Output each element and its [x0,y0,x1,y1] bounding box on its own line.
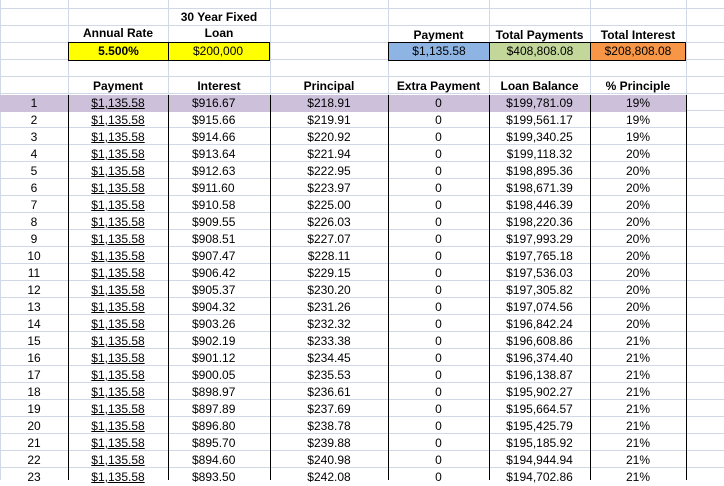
col-header-extra-payment: Extra Payment [396,79,481,93]
payment-cell[interactable]: $1,135.58 [91,334,145,348]
col-header-percent-principle: % Principle [605,79,671,93]
row-number[interactable]: 12 [27,283,41,297]
payment-cell[interactable]: $1,135.58 [91,317,145,331]
gridline-horizontal [0,8,724,9]
interest-cell[interactable]: $893.50 [192,470,236,484]
loan-balance-cell[interactable]: $195,185.92 [506,436,573,450]
loan-balance-cell[interactable]: $196,842.24 [506,317,573,331]
principal-cell[interactable]: $234.45 [307,351,351,365]
payment-cell[interactable]: $1,135.58 [91,249,145,263]
principal-cell[interactable]: $239.88 [307,436,351,450]
interest-cell[interactable]: $910.58 [192,198,236,212]
total-payments-value[interactable]: $408,808.08 [489,42,591,61]
loan-label-line1: 30 Year Fixed [180,10,258,24]
payment-cell[interactable]: $1,135.58 [91,198,145,212]
row-number[interactable]: 10 [27,249,41,263]
table-column-border [270,95,271,480]
interest-cell[interactable]: $907.47 [192,249,236,263]
principal-cell[interactable]: $238.78 [307,419,351,433]
principal-cell[interactable]: $219.91 [307,113,351,127]
row-number[interactable]: 18 [27,385,41,399]
payment-cell[interactable]: $1,135.58 [91,470,145,484]
principal-cell[interactable]: $226.03 [307,215,351,229]
percent-principle-cell[interactable]: 19% [625,113,651,127]
extra-payment-cell[interactable]: 0 [435,130,442,144]
payment-cell[interactable]: $1,135.58 [91,215,145,229]
loan-balance-cell[interactable]: $197,536.03 [506,266,573,280]
percent-principle-cell[interactable]: 20% [625,283,651,297]
extra-payment-cell[interactable]: 0 [435,317,442,331]
percent-principle-cell[interactable]: 20% [625,249,651,263]
row-number[interactable]: 2 [30,113,38,127]
percent-principle-cell[interactable]: 20% [625,198,651,212]
extra-payment-cell[interactable]: 0 [435,351,442,365]
loan-balance-cell[interactable]: $195,425.79 [506,419,573,433]
extra-payment-cell[interactable]: 0 [435,232,442,246]
row-number[interactable]: 9 [30,232,38,246]
payment-cell[interactable]: $1,135.58 [91,385,145,399]
percent-principle-cell[interactable]: 21% [625,470,651,484]
principal-cell[interactable]: $228.11 [307,249,351,263]
loan-balance-cell[interactable]: $197,305.82 [506,283,573,297]
extra-payment-cell[interactable]: 0 [435,283,442,297]
extra-payment-cell[interactable]: 0 [435,96,442,110]
loan-balance-cell[interactable]: $196,138.87 [506,368,573,382]
col-header-interest: Interest [197,79,241,93]
principal-cell[interactable]: $229.15 [307,266,351,280]
row-number[interactable]: 16 [27,351,41,365]
interest-cell[interactable]: $895.70 [192,436,236,450]
loan-amount-value[interactable]: $200,000 [168,42,270,61]
row-number[interactable]: 5 [30,164,38,178]
row-number[interactable]: 7 [30,198,38,212]
principal-cell[interactable]: $235.53 [307,368,351,382]
extra-payment-cell[interactable]: 0 [435,470,442,484]
col-header-loan-balance: Loan Balance [500,79,579,93]
principal-cell[interactable]: $222.95 [307,164,351,178]
loan-balance-cell[interactable]: $194,944.94 [506,453,573,467]
principal-cell[interactable]: $233.38 [307,334,351,348]
interest-cell[interactable]: $897.89 [192,402,236,416]
row-number[interactable]: 20 [27,419,41,433]
percent-principle-cell[interactable]: 20% [625,164,651,178]
principal-cell[interactable]: $220.92 [307,130,351,144]
loan-balance-cell[interactable]: $199,561.17 [506,113,573,127]
row-number[interactable]: 3 [30,130,38,144]
annual-rate-value[interactable]: 5.500% [68,42,169,61]
row-number[interactable]: 6 [30,181,38,195]
extra-payment-cell[interactable]: 0 [435,368,442,382]
interest-cell[interactable]: $908.51 [192,232,236,246]
payment-cell[interactable]: $1,135.58 [91,130,145,144]
loan-balance-cell[interactable]: $194,702.86 [506,470,573,484]
interest-cell[interactable]: $901.12 [192,351,236,365]
interest-cell[interactable]: $912.63 [192,164,236,178]
payment-cell[interactable]: $1,135.58 [91,266,145,280]
principal-cell[interactable]: $240.98 [307,453,351,467]
loan-label-line2: Loan [204,26,234,40]
payment-cell[interactable]: $1,135.58 [91,232,145,246]
percent-principle-cell[interactable]: 19% [625,96,651,110]
extra-payment-cell[interactable]: 0 [435,147,442,161]
table-column-border [686,95,687,480]
percent-principle-cell[interactable]: 20% [625,147,651,161]
principal-cell[interactable]: $227.07 [307,232,351,246]
row-number[interactable]: 11 [27,266,41,280]
interest-cell[interactable]: $916.67 [192,96,236,110]
principal-cell[interactable]: $236.61 [307,385,351,399]
interest-cell[interactable]: $902.19 [192,334,236,348]
percent-principle-cell[interactable]: 20% [625,317,651,331]
interest-cell[interactable]: $911.60 [192,181,235,195]
payment-cell[interactable]: $1,135.58 [91,300,145,314]
payment-summary-label: Payment [413,28,464,42]
extra-payment-cell[interactable]: 0 [435,266,442,280]
row-number[interactable]: 1 [30,96,38,110]
interest-cell[interactable]: $909.55 [192,215,236,229]
percent-principle-cell[interactable]: 21% [625,419,651,433]
payment-cell[interactable]: $1,135.58 [91,113,145,127]
extra-payment-cell[interactable]: 0 [435,300,442,314]
percent-principle-cell[interactable]: 21% [625,385,651,399]
table-column-border [68,95,69,480]
annual-rate-label: Annual Rate [82,26,153,40]
extra-payment-cell[interactable]: 0 [435,436,442,450]
loan-balance-cell[interactable]: $195,664.57 [506,402,573,416]
loan-balance-cell[interactable]: $199,118.32 [506,147,573,161]
row-number[interactable]: 13 [27,300,41,314]
extra-payment-cell[interactable]: 0 [435,198,442,212]
percent-principle-cell[interactable]: 20% [625,181,651,195]
row-number[interactable]: 8 [30,215,38,229]
loan-balance-cell[interactable]: $199,340.25 [506,130,573,144]
principal-cell[interactable]: $237.69 [307,402,351,416]
interest-cell[interactable]: $904.32 [192,300,236,314]
principal-cell[interactable]: $231.26 [307,300,351,314]
principal-cell[interactable]: $232.32 [307,317,351,331]
col-header-payment: Payment [92,79,144,93]
loan-balance-cell[interactable]: $196,608.86 [506,334,573,348]
payment-cell[interactable]: $1,135.58 [91,96,145,110]
loan-balance-cell[interactable]: $199,781.09 [506,96,573,110]
payment-cell[interactable]: $1,135.58 [91,419,145,433]
col-header-principal: Principal [303,79,355,93]
payment-cell[interactable]: $1,135.58 [91,181,145,195]
percent-principle-cell[interactable]: 19% [625,130,651,144]
loan-balance-cell[interactable]: $198,446.39 [506,198,573,212]
row-number[interactable]: 15 [27,334,41,348]
row-number[interactable]: 17 [27,368,41,382]
percent-principle-cell[interactable]: 20% [625,300,651,314]
interest-cell[interactable]: $896.80 [192,419,236,433]
loan-balance-cell[interactable]: $198,895.36 [506,164,573,178]
interest-cell[interactable]: $914.66 [192,130,236,144]
interest-cell[interactable]: $915.66 [192,113,236,127]
interest-cell[interactable]: $900.05 [192,368,236,382]
loan-balance-cell[interactable]: $195,902.27 [506,385,573,399]
principal-cell[interactable]: $230.20 [307,283,351,297]
gridline-horizontal [0,76,724,77]
extra-payment-cell[interactable]: 0 [435,334,442,348]
loan-balance-cell[interactable]: $198,671.39 [506,181,573,195]
interest-cell[interactable]: $894.60 [192,453,236,467]
extra-payment-cell[interactable]: 0 [435,385,442,399]
principal-cell[interactable]: $242.08 [307,470,351,484]
percent-principle-cell[interactable]: 21% [625,351,651,365]
extra-payment-cell[interactable]: 0 [435,164,442,178]
extra-payment-cell[interactable]: 0 [435,113,442,127]
table-column-border [590,95,591,480]
payment-summary-value[interactable]: $1,135.58 [388,42,490,61]
row-number[interactable]: 4 [30,147,38,161]
loan-balance-cell[interactable]: $197,074.56 [506,300,573,314]
interest-cell[interactable]: $903.26 [192,317,236,331]
percent-principle-cell[interactable]: 20% [625,266,651,280]
percent-principle-cell[interactable]: 21% [625,402,651,416]
extra-payment-cell[interactable]: 0 [435,453,442,467]
principal-cell[interactable]: $223.97 [307,181,351,195]
payment-cell[interactable]: $1,135.58 [91,351,145,365]
table-column-border [388,95,389,480]
payment-cell[interactable]: $1,135.58 [91,164,145,178]
loan-balance-cell[interactable]: $196,374.40 [506,351,573,365]
payment-cell[interactable]: $1,135.58 [91,453,145,467]
payment-cell[interactable]: $1,135.58 [91,147,145,161]
extra-payment-cell[interactable]: 0 [435,402,442,416]
payment-cell[interactable]: $1,135.58 [91,368,145,382]
extra-payment-cell[interactable]: 0 [435,249,442,263]
payment-cell[interactable]: $1,135.58 [91,436,145,450]
principal-cell[interactable]: $225.00 [307,198,351,212]
interest-cell[interactable]: $898.97 [192,385,236,399]
loan-balance-cell[interactable]: $197,993.29 [506,232,573,246]
row-number[interactable]: 21 [27,436,41,450]
percent-principle-cell[interactable]: 20% [625,215,651,229]
row-number[interactable]: 23 [27,470,41,484]
extra-payment-cell[interactable]: 0 [435,215,442,229]
principal-cell[interactable]: $218.91 [307,96,351,110]
table-column-border [168,95,169,480]
principal-cell[interactable]: $221.94 [307,147,351,161]
percent-principle-cell[interactable]: 21% [625,453,651,467]
interest-cell[interactable]: $913.64 [192,147,236,161]
row-number[interactable]: 19 [27,402,41,416]
payment-cell[interactable]: $1,135.58 [91,402,145,416]
percent-principle-cell[interactable]: 21% [625,436,651,450]
payment-cell[interactable]: $1,135.58 [91,283,145,297]
loan-balance-cell[interactable]: $198,220.36 [506,215,573,229]
percent-principle-cell[interactable]: 21% [625,334,651,348]
row-number[interactable]: 14 [27,317,41,331]
interest-cell[interactable]: $906.42 [192,266,236,280]
table-column-border [489,95,490,480]
total-interest-value[interactable]: $208,808.08 [590,42,686,61]
percent-principle-cell[interactable]: 21% [625,368,651,382]
percent-principle-cell[interactable]: 20% [625,232,651,246]
loan-balance-cell[interactable]: $197,765.18 [506,249,573,263]
row-number[interactable]: 22 [27,453,41,467]
extra-payment-cell[interactable]: 0 [435,181,442,195]
total-payments-label: Total Payments [495,28,584,42]
total-interest-label: Total Interest [600,28,676,42]
interest-cell[interactable]: $905.37 [192,283,236,297]
extra-payment-cell[interactable]: 0 [435,419,442,433]
